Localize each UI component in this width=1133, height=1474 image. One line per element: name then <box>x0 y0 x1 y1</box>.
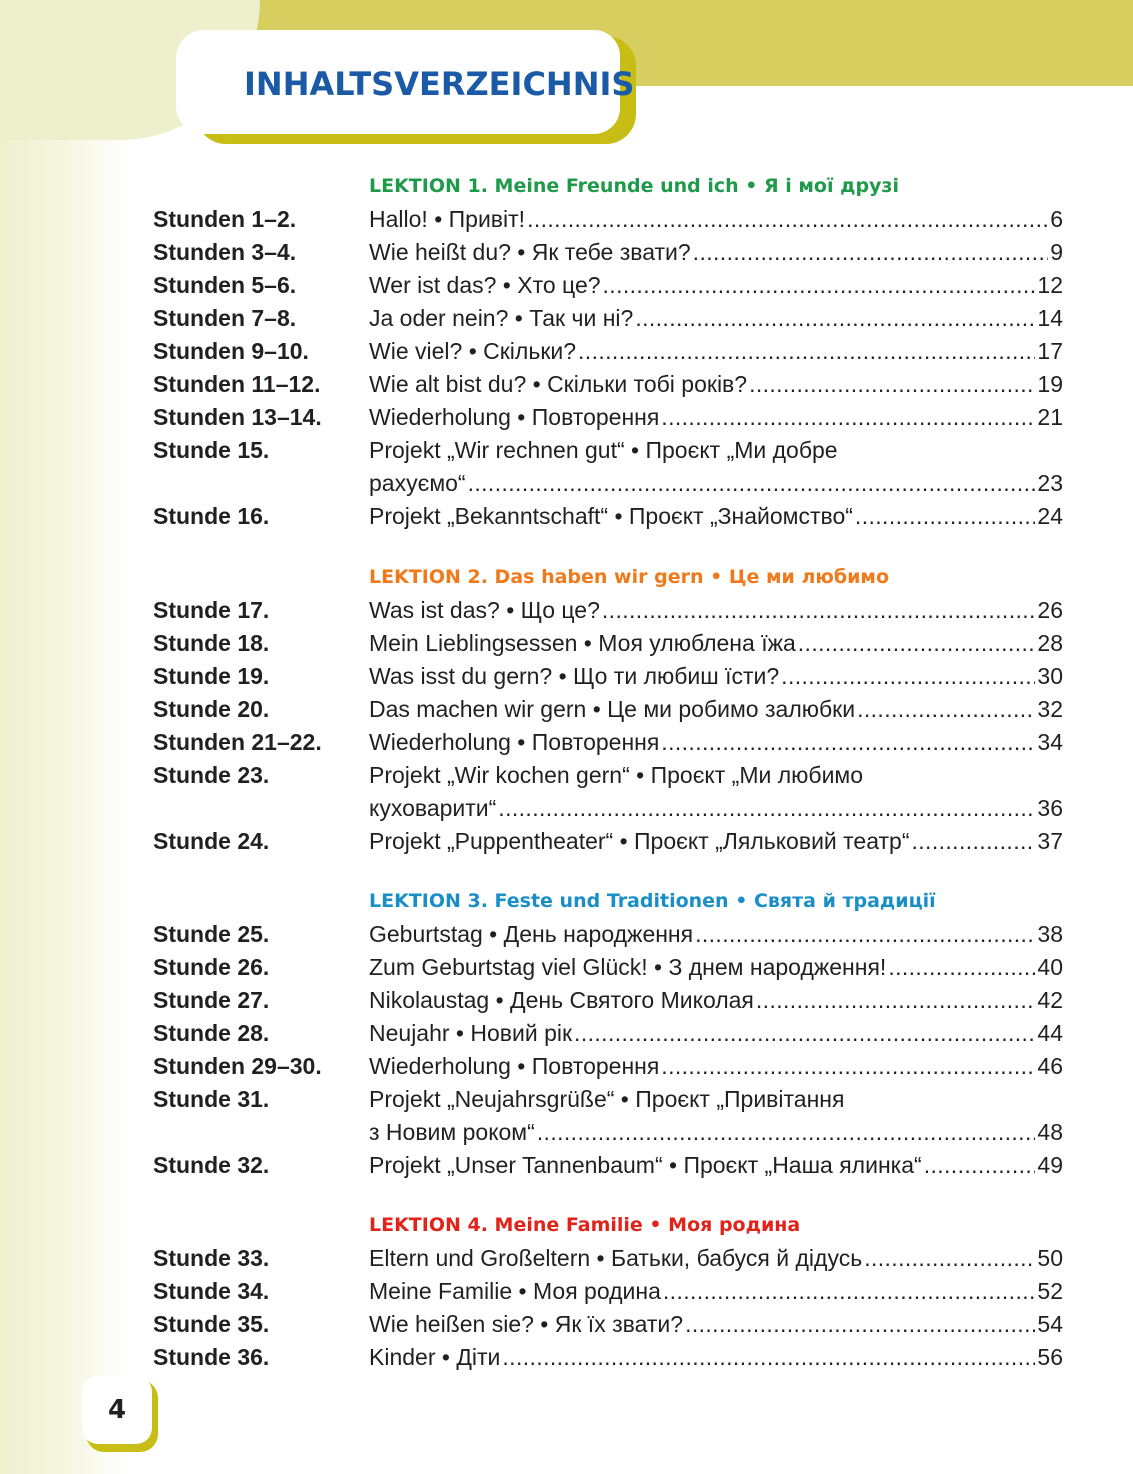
toc-row-title: Wiederholung • Повторення <box>369 729 660 755</box>
toc-row-leader-dots <box>855 500 1035 533</box>
toc-row-leader-dots <box>756 984 1036 1017</box>
toc-row-leader-dots <box>635 302 1035 335</box>
toc-row-title: Wiederholung • Повторення <box>369 1053 660 1079</box>
toc-row <box>153 1275 1063 1308</box>
toc-row-entry <box>369 726 1063 759</box>
toc-row-page-number: 14 <box>1037 305 1063 331</box>
toc-row-title: Projekt „Neujahrsgrüße“ • Проєкт „Привітання <box>369 1086 845 1112</box>
toc-row-title: Das machen wir gern • Це ми робимо залюбки <box>369 696 856 722</box>
toc-row-title: Was ist das? • Що це? <box>369 597 600 623</box>
toc-row-leader-dots <box>798 627 1036 660</box>
toc-row <box>153 1341 1063 1374</box>
toc-row-title: Neujahr • Новий рік <box>369 1020 573 1046</box>
toc-row-entry <box>369 660 1063 693</box>
toc-row-entry <box>369 792 1063 825</box>
toc-row-leader-dots <box>502 1341 1035 1374</box>
toc-row-page-number: 21 <box>1037 404 1063 430</box>
toc-row-lesson-number: Stunde 17. <box>153 597 270 623</box>
toc-row-lesson-number: Stunde 23. <box>153 762 270 788</box>
toc-row-title: Wer ist das? • Хто це? <box>369 272 601 298</box>
toc-row-entry <box>369 1308 1063 1341</box>
toc-row-page-number: 48 <box>1037 1119 1063 1145</box>
toc-row <box>153 1050 1063 1083</box>
toc-row <box>153 1308 1063 1341</box>
toc-row-lesson-number: Stunden 29–30. <box>153 1053 322 1079</box>
toc-row-page-number: 50 <box>1037 1245 1063 1271</box>
toc-row-leader-dots <box>749 368 1035 401</box>
toc-row-entry <box>369 500 1063 533</box>
toc-row <box>153 918 1063 951</box>
toc-row-title: Kinder • Діти <box>369 1344 501 1370</box>
toc-row-title: Projekt „Puppentheater“ • Проєкт „Ляльковий театр“ <box>369 828 910 854</box>
toc-row-leader-dots <box>781 660 1035 693</box>
toc-row-leader-dots <box>693 236 1049 269</box>
toc-row-entry <box>369 1050 1063 1083</box>
toc-row-leader-dots <box>663 1275 1036 1308</box>
toc-row-entry <box>369 627 1063 660</box>
toc-row-page-number: 34 <box>1037 729 1063 755</box>
toc-row-page-number: 42 <box>1037 987 1063 1013</box>
toc-row-page-number: 26 <box>1037 597 1063 623</box>
toc-row-entry <box>369 368 1063 401</box>
lesson-title: LEKTION 3. Feste und Traditionen • Свята й традиції <box>369 890 936 912</box>
toc-row <box>153 1242 1063 1275</box>
toc-row-entry <box>369 434 1063 467</box>
toc-row-lesson-number: Stunde 18. <box>153 630 270 656</box>
toc-row-page-number: 28 <box>1037 630 1063 656</box>
toc-row <box>153 1149 1063 1182</box>
toc-row-title: рахуємо“ <box>369 470 466 496</box>
toc-row-title: Mein Lieblingsessen • Моя улюблена їжа <box>369 630 796 656</box>
toc-row-title: Zum Geburtstag viel Glück! • З днем народження! <box>369 954 887 980</box>
toc-row-entry <box>369 1341 1063 1374</box>
toc-row-leader-dots <box>498 792 1035 825</box>
toc-row-page-number: 30 <box>1037 663 1063 689</box>
toc-row-title: Wie alt bist du? • Скільки тобі років? <box>369 371 748 397</box>
toc-row <box>153 401 1063 434</box>
toc-row-page-number: 40 <box>1037 954 1063 980</box>
toc-row <box>153 203 1063 236</box>
toc-row <box>153 984 1063 1017</box>
toc-row-lesson-number: Stunde 32. <box>153 1152 270 1178</box>
toc-row <box>153 1083 1063 1116</box>
toc-row <box>153 660 1063 693</box>
toc-row-leader-dots <box>864 1242 1035 1275</box>
toc-row-leader-dots <box>685 1308 1035 1341</box>
toc-row-lesson-number: Stunde 20. <box>153 696 270 722</box>
toc-row <box>153 467 1063 500</box>
toc-row-entry <box>369 1242 1063 1275</box>
toc-row-title: з Новим роком“ <box>369 1119 535 1145</box>
toc-row-lesson-number: Stunden 7–8. <box>153 305 297 331</box>
toc-row-entry <box>369 1149 1063 1182</box>
toc-row-title: Ja oder nein? • Так чи ні? <box>369 305 634 331</box>
toc-row-lesson-number: Stunden 3–4. <box>153 239 297 265</box>
toc-row-entry <box>369 203 1063 236</box>
lesson-title: LEKTION 2. Das haben wir gern • Це ми любимо <box>369 566 889 588</box>
toc-row-lesson-number: Stunde 36. <box>153 1344 270 1370</box>
toc-row-page-number: 32 <box>1037 696 1063 722</box>
toc-row-leader-dots <box>661 726 1035 759</box>
toc-row-lesson-number: Stunde 15. <box>153 437 270 463</box>
toc-row-entry <box>369 984 1063 1017</box>
toc-row-leader-dots <box>888 951 1035 984</box>
toc-row-page-number: 37 <box>1037 828 1063 854</box>
toc-row-leader-dots <box>537 1116 1036 1149</box>
toc-row-title: Nikolaustag • День Святого Миколая <box>369 987 754 1013</box>
toc-row-entry <box>369 269 1063 302</box>
toc-row-entry <box>369 594 1063 627</box>
toc-row-leader-dots <box>574 1017 1035 1050</box>
toc-row-page-number: 44 <box>1037 1020 1063 1046</box>
toc-row <box>153 759 1063 792</box>
toc-row-page-number: 24 <box>1037 503 1063 529</box>
toc-row-leader-dots <box>857 693 1035 726</box>
toc-row <box>153 335 1063 368</box>
toc-row-title: Wie heißt du? • Як тебе звати? <box>369 239 691 265</box>
toc-row-lesson-number: Stunde 19. <box>153 663 270 689</box>
toc-row-title: Wiederholung • Повторення <box>369 404 660 430</box>
toc-row-page-number: 46 <box>1037 1053 1063 1079</box>
toc-row-entry <box>369 693 1063 726</box>
toc-row-lesson-number: Stunde 31. <box>153 1086 270 1112</box>
toc-row-entry <box>369 1083 1063 1116</box>
toc-row-leader-dots <box>661 401 1035 434</box>
toc-row-entry <box>369 236 1063 269</box>
toc-row-title: куховарити“ <box>369 795 497 821</box>
toc-row-page-number: 23 <box>1037 470 1063 496</box>
toc-row-page-number: 9 <box>1050 239 1063 265</box>
toc-row-lesson-number: Stunden 13–14. <box>153 404 322 430</box>
toc-row-leader-dots <box>602 594 1036 627</box>
toc-row-page-number: 19 <box>1037 371 1063 397</box>
toc-row-lesson-number: Stunde 25. <box>153 921 270 947</box>
toc-row-entry <box>369 302 1063 335</box>
lesson-title: LEKTION 1. Meine Freunde und ich • Я і мої друзі <box>369 175 899 197</box>
toc-row-lesson-number: Stunden 5–6. <box>153 272 297 298</box>
page-number: 4 <box>107 1395 127 1425</box>
toc-row-lesson-number: Stunden 21–22. <box>153 729 322 755</box>
toc-row-entry <box>369 951 1063 984</box>
toc-row <box>153 594 1063 627</box>
toc-row-lesson-number: Stunde 34. <box>153 1278 270 1304</box>
toc-row-entry <box>369 825 1063 858</box>
toc-row <box>153 434 1063 467</box>
toc-row-entry <box>369 335 1063 368</box>
toc-row <box>153 269 1063 302</box>
toc-row-title: Wie viel? • Скільки? <box>369 338 577 364</box>
toc-row-leader-dots <box>603 269 1036 302</box>
toc-row-lesson-number: Stunde 27. <box>153 987 270 1013</box>
toc-row-page-number: 49 <box>1037 1152 1063 1178</box>
toc-row-title: Meine Familie • Моя родина <box>369 1278 661 1304</box>
page-left-gradient <box>0 0 130 1474</box>
toc-row-lesson-number: Stunden 9–10. <box>153 338 309 364</box>
toc-row-leader-dots <box>695 918 1035 951</box>
toc-row <box>153 627 1063 660</box>
toc-row-title: Projekt „Wir kochen gern“ • Проєкт „Ми любимо <box>369 762 864 788</box>
toc-row-page-number: 52 <box>1037 1278 1063 1304</box>
toc-row-leader-dots <box>468 467 1036 500</box>
toc-row <box>153 236 1063 269</box>
toc-row-lesson-number: Stunde 28. <box>153 1020 270 1046</box>
toc-row-page-number: 12 <box>1037 272 1063 298</box>
toc-row-entry <box>369 1017 1063 1050</box>
toc-row <box>153 368 1063 401</box>
toc-row <box>153 825 1063 858</box>
toc-row <box>153 1116 1063 1149</box>
toc-row-lesson-number: Stunden 1–2. <box>153 206 297 232</box>
toc-row-page-number: 36 <box>1037 795 1063 821</box>
toc-row <box>153 500 1063 533</box>
toc-row-leader-dots <box>527 203 1048 236</box>
toc-row <box>153 693 1063 726</box>
toc-row-page-number: 17 <box>1037 338 1063 364</box>
toc-row-leader-dots <box>924 1149 1036 1182</box>
toc-row-title: Eltern und Großeltern • Батьки, бабуся й дідусь <box>369 1245 863 1271</box>
toc-row-entry <box>369 467 1063 500</box>
toc-row-lesson-number: Stunde 16. <box>153 503 270 529</box>
lesson-title: LEKTION 4. Meine Familie • Моя родина <box>369 1214 801 1236</box>
toc-row-title: Wie heißen sie? • Як їх звати? <box>369 1311 684 1337</box>
toc-row <box>153 951 1063 984</box>
toc-row <box>153 792 1063 825</box>
toc-row-title: Was isst du gern? • Що ти любиш їсти? <box>369 663 780 689</box>
toc-row-lesson-number: Stunde 26. <box>153 954 270 980</box>
toc-row-entry <box>369 759 1063 792</box>
toc-row <box>153 726 1063 759</box>
toc-row <box>153 1017 1063 1050</box>
page-title: INHALTSVERZEICHNIS <box>244 65 635 103</box>
toc-row-title: Projekt „Wir rechnen gut“ • Проєкт „Ми добре <box>369 437 838 463</box>
toc-row-page-number: 56 <box>1037 1344 1063 1370</box>
toc-row-lesson-number: Stunden 11–12. <box>153 371 321 397</box>
toc-row-lesson-number: Stunde 33. <box>153 1245 270 1271</box>
toc-row-leader-dots <box>578 335 1035 368</box>
toc-row-entry <box>369 918 1063 951</box>
toc-row-page-number: 38 <box>1037 921 1063 947</box>
toc-row-title: Projekt „Bekanntschaft“ • Проєкт „Знайомство“ <box>369 503 853 529</box>
toc-row-lesson-number: Stunde 24. <box>153 828 270 854</box>
toc-row-title: Hallo! • Привіт! <box>369 206 526 232</box>
toc-row-title: Projekt „Unser Tannenbaum“ • Проєкт „Наша ялинка“ <box>369 1152 922 1178</box>
toc-row <box>153 302 1063 335</box>
toc-row-leader-dots <box>661 1050 1035 1083</box>
toc-row-page-number: 6 <box>1050 206 1063 232</box>
toc-row-title: Geburtstag • День народження <box>369 921 694 947</box>
toc-row-entry <box>369 401 1063 434</box>
toc-row-page-number: 54 <box>1037 1311 1063 1337</box>
toc-row-entry <box>369 1275 1063 1308</box>
toc-row-entry <box>369 1116 1063 1149</box>
toc-row-leader-dots <box>912 825 1036 858</box>
toc-row-lesson-number: Stunde 35. <box>153 1311 270 1337</box>
